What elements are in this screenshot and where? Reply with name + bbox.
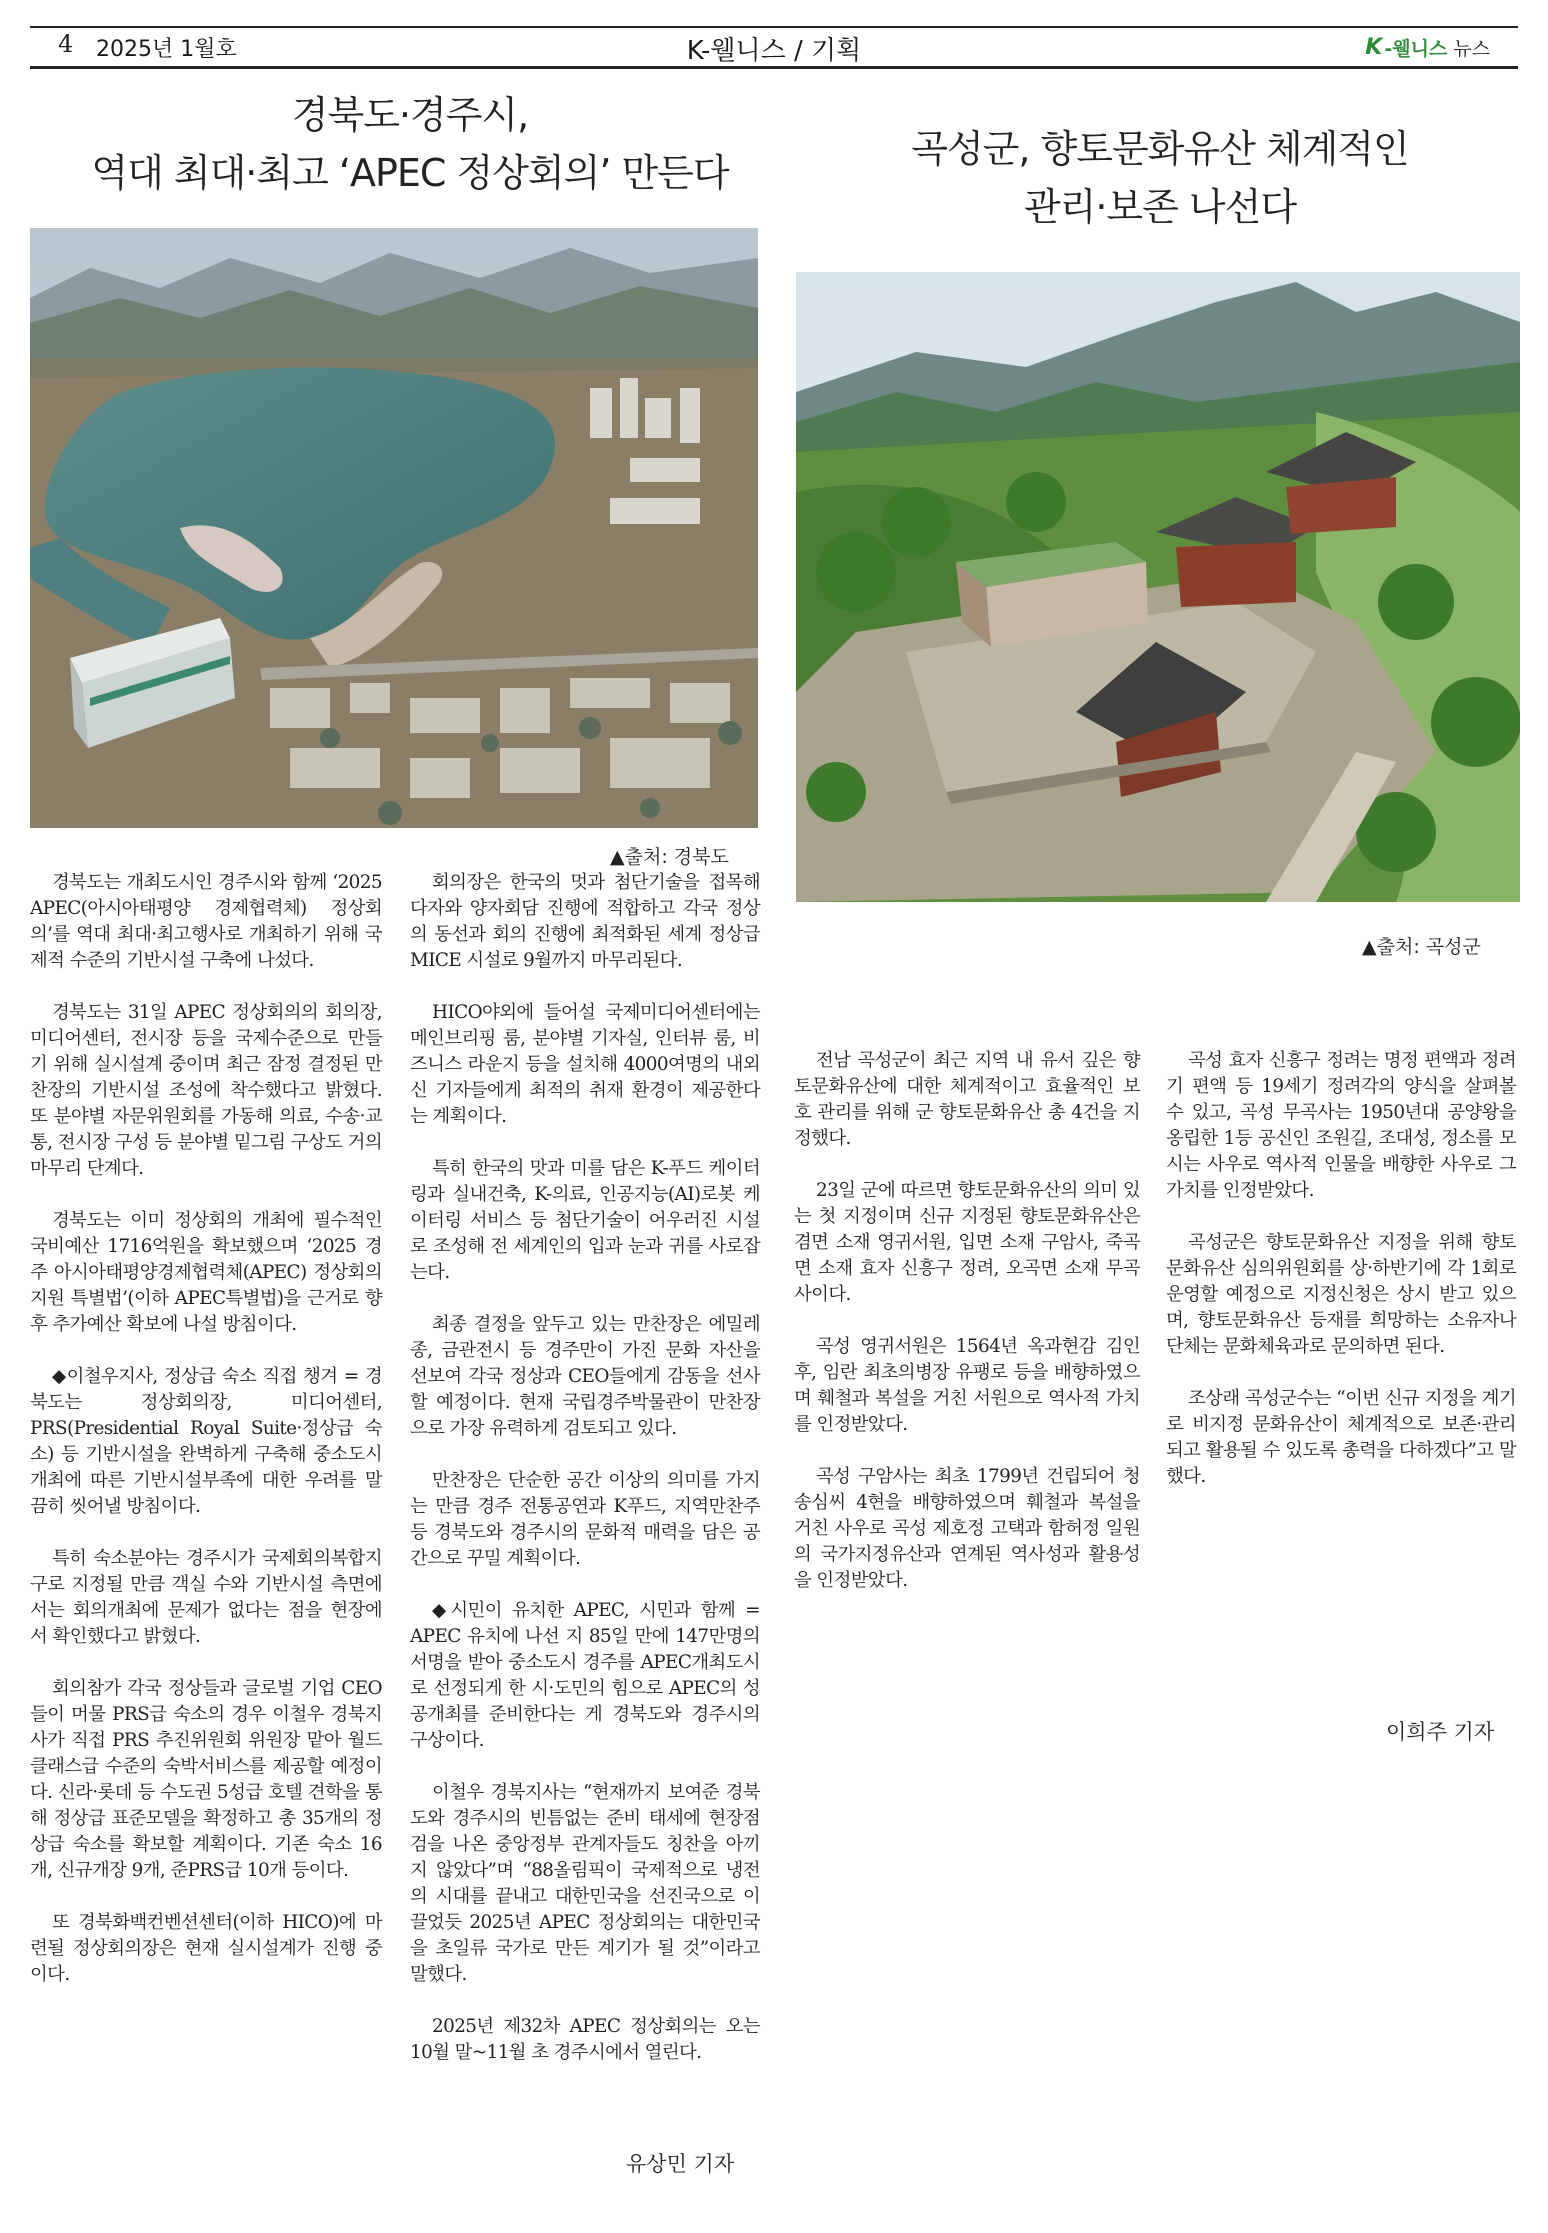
paragraph: 경북도는 개최도시인 경주시와 함께 ‘2025 APEC(아시아태평양 경제협력체) 정상회의’를 역대 최대·최고행사로 개최하기 위해 국제적 수준의 기반시설 구축에 나섰다. [30,872,382,971]
paragraph: ◆이철우지사, 정상급 숙소 직접 챙겨 = 경북도는 정상회의장, 미디어센터, PRS(Presidential Royal Suite·정상급 숙소) 등 기반시설을 완벽하게 구축해 중소도시 개최에 따른 기반시설부족에 대한 우려를 말끔히 씻어낼 방침이다. [30,1366,382,1517]
paragraph: ◆시민이 유치한 APEC, 시민과 함께 = APEC 유치에 나선 지 85일 만에 147만명의 서명을 받아 중소도시 경주를 APEC개최도시로 선정되게 한 시·도민의 힘으로 APEC의 성공개최를 준비한다는 게 경북도와 경주시의 구상이다. [410,1600,760,1751]
paragraph: HICO야외에 들어설 국제미디어센터에는 메인브리핑 룸, 분야별 기자실, 인터뷰 룸, 비즈니스 라운지 등을 설치해 4000여명의 내외신 기자들에게 최적의 취재 환경이 제공한다는 계획이다. [410,1002,760,1127]
paragraph: 이철우 경북지사는 “현재까지 보여준 경북도와 경주시의 빈틈없는 준비 태세에 현장점검을 나온 중앙정부 관계자들도 칭찬을 아끼지 않았다”며 “88올림픽이 국제적으로 냉전의 시대를 끝내고 대한민국을 선진국으로 이끌었듯 2025년 APEC 정상회의는 대한민국을 초일류 국가로 만든 계기가 될 것”이라고 말했다. [410,1782,760,1985]
paragraph: 곡성 효자 신흥구 정려는 명정 편액과 정려기 편액 등 19세기 정려각의 양식을 살펴볼 수 있고, 곡성 무곡사는 1950년대 공양왕을 옹립한 1등 공신인 조원길, 조대성, 정소를 모시는 사우로 역사적 인물을 배향한 사우로 그 가치를 인정받았다. [1166,1050,1516,1201]
gyeongju-aerial-photo [30,228,758,828]
paragraph: 23일 군에 따르면 향토문화유산의 의미 있는 첫 지정이며 신규 지정된 향토문화유산은 겸면 소재 영귀서원, 입면 소재 구암사, 죽곡면 소재 효자 신흥구 정려, 오곡면 소재 무곡사이다. [794,1180,1140,1305]
paragraph: 조상래 곡성군수는 “이번 신규 지정을 계기로 비지정 문화유산이 체계적으로 보존·관리되고 활용될 수 있도록 총력을 다하겠다”고 말했다. [1166,1388,1516,1487]
paragraph: 2025년 제32차 APEC 정상회의는 오는 10월 말~11월 초 경주시에서 열린다. [410,2016,760,2063]
paragraph: 전남 곡성군이 최근 지역 내 유서 깊은 향토문화유산에 대한 체계적이고 효율적인 보호 관리를 위해 군 향토문화유산 총 4건을 지정했다. [794,1050,1140,1149]
page-header [30,26,1518,69]
right-article-column-1 [794,1048,1140,1620]
paragraph: 최종 결정을 앞두고 있는 만찬장은 에밀레종, 금관전시 등 경주만이 가진 문화 자산을 선보여 각국 정상과 CEO들에게 감동을 선사할 예정이다. 현재 국립경주박물관이 만찬장으로 가장 유력하게 검토되고 있다. [410,1314,760,1439]
paragraph: 곡성 영귀서원은 1564년 옥과현감 김인후, 임란 최초의병장 유팽로 등을 배향하였으며 훼철과 복설을 거친 서원으로 역사적 가치를 인정받았다. [794,1336,1140,1435]
paragraph: 경북도는 31일 APEC 정상회의의 회의장, 미디어센터, 전시장 등을 국제수준으로 만들기 위해 실시설계 중이며 최근 잠정 결정된 만찬장의 기반시설 조성에 착수했다고 밝혔다. 또 분야별 자문위원회를 가동해 의료, 수송·교통, 전시장 구성 등 분야별 밑그림 구상도 거의 마무리 단계다. [30,1002,382,1179]
logo-k: K [1365,35,1383,60]
paragraph: 경북도는 이미 정상회의 개최에 필수적인 국비예산 1716억원을 확보했으며 ‘2025 경주 아시아태평양경제협력체(APEC) 정상회의 지원 특별법’(이하 APEC특별법)을 근거로 향후 추가예산 확보에 나설 방침이다. [30,1210,382,1335]
logo-wellness: -웰니스 [1384,38,1448,60]
paragraph: 만찬장은 단순한 공간 이상의 의미를 가지는 만큼 경주 전통공연과 K푸드, 지역만찬주 등 경북도와 경주시의 문화적 매력을 담은 공간으로 꾸밀 계획이다. [410,1470,760,1569]
publication-logo [1365,34,1490,61]
right-photo-caption: ▲출처: 곡성군 [1362,936,1481,958]
right-article-column-2 [1166,1048,1516,1516]
paragraph: 곡성 구암사는 최초 1799년 건립되어 청송심씨 4현을 배향하였으며 훼철과 복설을 거친 사우로 곡성 제호정 고택과 함허정 일원의 국가지정유산과 연계된 역사성과 활용성을 인정받았다. [794,1466,1140,1591]
gokseong-heritage-photo [796,272,1520,902]
left-article-column-1 [30,870,382,2014]
left-article-column-2 [410,870,760,2092]
paragraph: 또 경북화백컨벤션센터(이하 HICO)에 마련될 정상회의장은 현재 실시설계가 진행 중이다. [30,1912,382,1985]
left-article-title [30,86,790,202]
left-article-byline: 유상민 기자 [626,2152,735,2176]
paragraph: 회의참가 각국 정상들과 글로벌 기업 CEO들이 머물 PRS급 숙소의 경우 이철우 경북지사가 직접 PRS 추진위원회 위원장 맡아 월드클래스급 수준의 숙박서비스를 제공할 예정이다. 신라·롯데 등 수도권 5성급 호텔 견학을 통해 정상급 표준모델을 확정하고 총 35개의 정상급 숙소를 확보할 계획이다. 기존 숙소 16개, 신규개장 9개, 준PRS급 10개 등이다. [30,1678,382,1881]
paragraph: 특히 숙소분야는 경주시가 국제회의복합지구로 지정될 만큼 객실 수와 기반시설 측면에서는 회의개최에 문제가 없다는 점을 현장에서 확인했다고 밝혔다. [30,1548,382,1647]
right-title-line2: 관리·보존 나선다 [1023,185,1297,229]
paragraph: 곡성군은 향토문화유산 지정을 위해 향토문화유산 심의위원회를 상·하반기에 각 1회로 운영할 예정으로 지정신청은 상시 받고 있으며, 향토문화유산 등재를 희망하는 소유자나 단체는 문화체육과로 문의하면 된다. [1166,1232,1516,1357]
issue-date: 2025년 1월호 [96,37,237,62]
left-title-line1: 경북도·경주시, [291,93,529,137]
paragraph: 회의장은 한국의 멋과 첨단기술을 접목해 다자와 양자회담 진행에 적합하고 각국 정상의 동선과 회의 진행에 최적화된 세계 정상급 MICE 시설로 9월까지 마무리된다. [410,872,760,971]
left-title-line2: 역대 최대·최고 ‘APEC 정상회의’ 만든다 [91,151,729,195]
logo-news: 뉴스 [1453,38,1490,60]
left-photo-caption: ▲출처: 경북도 [610,846,729,868]
right-article-title [800,120,1520,236]
section-title: K-웰니스 / 기획 [686,36,862,66]
right-title-line1: 곡성군, 향토문화유산 체계적인 [911,127,1409,171]
paragraph: 특히 한국의 맛과 미를 담은 K-푸드 케이터링과 실내건축, K-의료, 인공지능(AI)로봇 케이터링 서비스 등 첨단기술이 어우러진 시설로 조성해 전 세계인의 입과 눈과 귀를 사로잡는다. [410,1158,760,1283]
page-number: 4 [58,30,74,58]
right-article-byline: 이희주 기자 [1386,1720,1495,1744]
